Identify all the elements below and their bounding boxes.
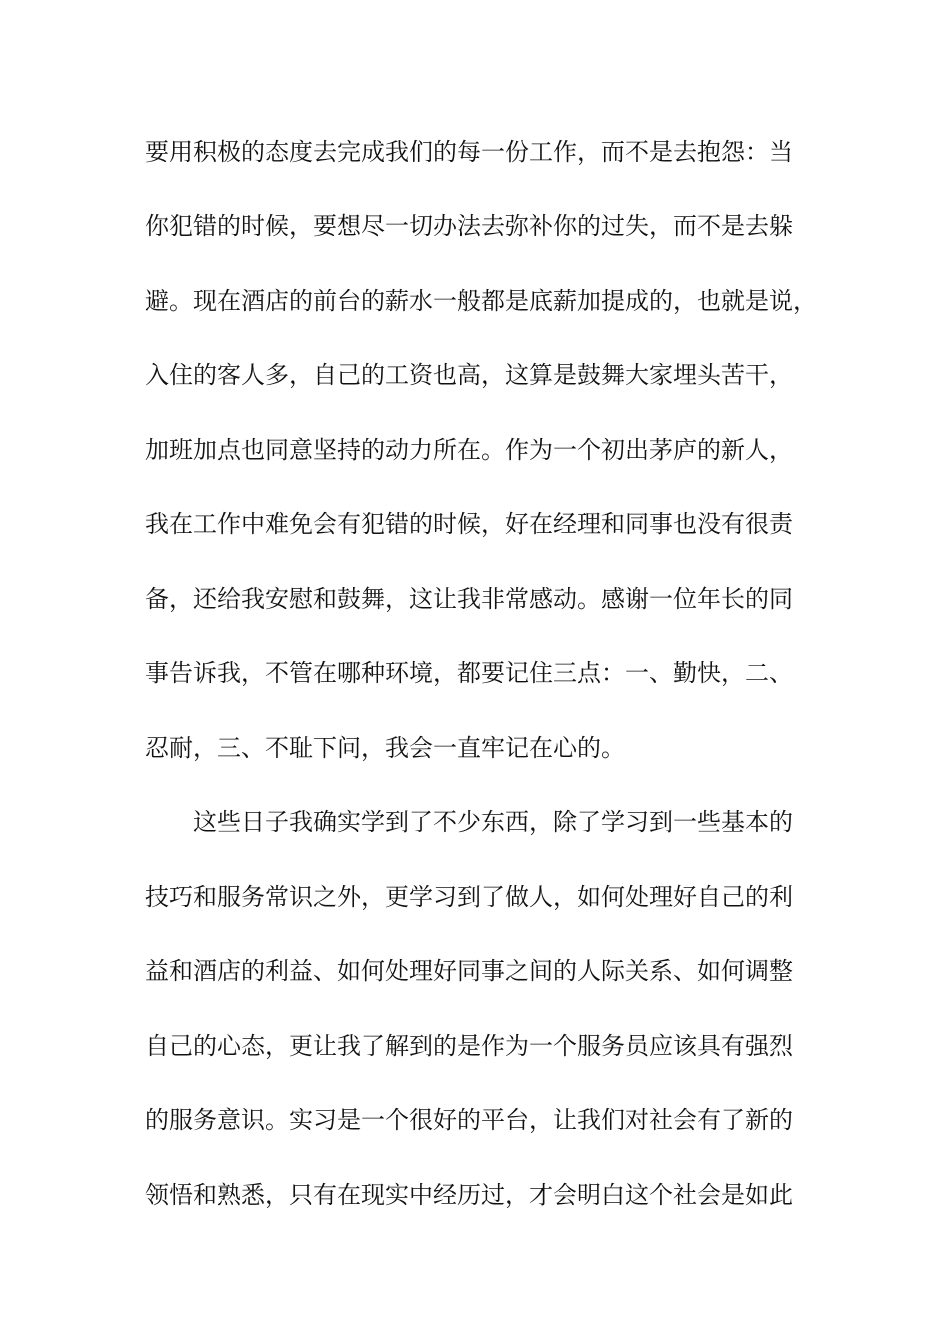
text-line: 自己的心态，更让我了解到的是作为一个服务员应该具有强烈 [145, 1032, 793, 1060]
text-line: 的服务意识。实习是一个很好的平台，让我们对社会有了新的 [145, 1106, 793, 1134]
text-line: 领悟和熟悉，只有在现实中经历过，才会明白这个社会是如此 [145, 1181, 793, 1209]
text-line: 益和酒店的利益、如何处理好同事之间的人际关系、如何调整 [145, 957, 793, 985]
text-line: 入住的客人多，自己的工资也高，这算是鼓舞大家埋头苦干， [145, 361, 793, 389]
text-line: 备，还给我安慰和鼓舞，这让我非常感动。感谢一位年长的同 [145, 585, 793, 613]
text-line: 技巧和服务常识之外，更学习到了做人，如何处理好自己的利 [145, 883, 793, 911]
text-line: 忍耐，三、不耻下问，我会一直牢记在心的。 [145, 734, 625, 762]
text-line: 要用积极的态度去完成我们的每一份工作，而不是去抱怨：当 [145, 138, 793, 166]
text-line: 我在工作中难免会有犯错的时候，好在经理和同事也没有很责 [145, 510, 793, 538]
paragraph-start-line: 这些日子我确实学到了不少东西，除了学习到一些基本的 [193, 808, 793, 836]
text-line: 避。现在酒店的前台的薪水一般都是底薪加提成的，也就是说， [145, 287, 817, 315]
text-line: 你犯错的时候，要想尽一切办法去弥补你的过失，而不是去躲 [145, 212, 793, 240]
text-line: 事告诉我，不管在哪种环境，都要记住三点：一、勤快，二、 [145, 659, 793, 687]
text-line: 加班加点也同意坚持的动力所在。作为一个初出茅庐的新人， [145, 436, 793, 464]
